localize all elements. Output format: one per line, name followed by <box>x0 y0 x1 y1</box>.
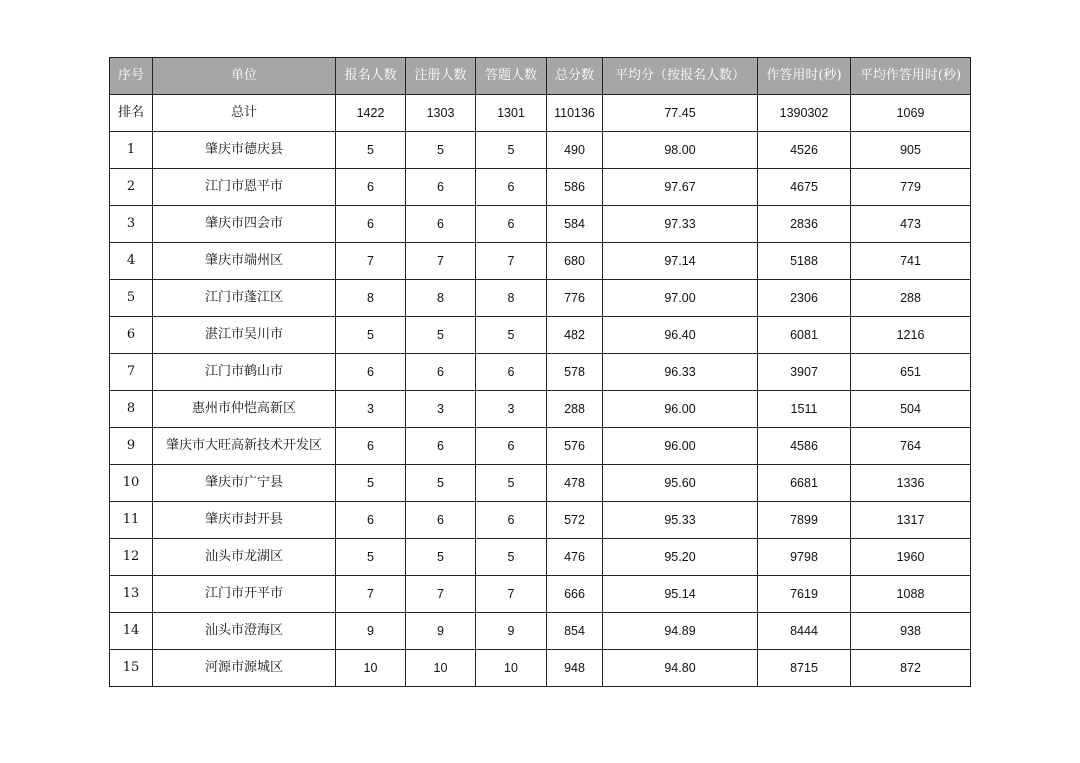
avg-time-cell: 1088 <box>851 576 971 613</box>
signup-count-cell: 6 <box>406 354 476 391</box>
time-cell: 4586 <box>758 428 851 465</box>
rank-cell: 12 <box>110 539 153 576</box>
unit-cell: 肇庆市广宁县 <box>153 465 336 502</box>
avg-time-cell: 288 <box>851 280 971 317</box>
table-row <box>110 428 971 465</box>
total-avg-time: 1069 <box>851 95 971 132</box>
avg-time-cell: 651 <box>851 354 971 391</box>
avg-score-cell: 96.00 <box>603 391 758 428</box>
rank-cell: 7 <box>110 354 153 391</box>
signup-count-cell: 6 <box>406 206 476 243</box>
answered-count-cell: 3 <box>476 391 547 428</box>
reg-count-cell: 3 <box>336 391 406 428</box>
total-score-cell: 854 <box>547 613 603 650</box>
reg-count-cell: 6 <box>336 502 406 539</box>
rank-cell: 6 <box>110 317 153 354</box>
total-score-cell: 490 <box>547 132 603 169</box>
time-cell: 2836 <box>758 206 851 243</box>
answered-count-cell: 6 <box>476 428 547 465</box>
reg-count-cell: 6 <box>336 169 406 206</box>
ranking-table <box>109 57 971 687</box>
total-score-cell: 478 <box>547 465 603 502</box>
avg-time-cell: 1960 <box>851 539 971 576</box>
avg-score-cell: 97.14 <box>603 243 758 280</box>
avg-score-cell: 96.00 <box>603 428 758 465</box>
avg-time-cell: 504 <box>851 391 971 428</box>
rank-cell: 14 <box>110 613 153 650</box>
answered-count-cell: 5 <box>476 132 547 169</box>
answered-count-cell: 8 <box>476 280 547 317</box>
reg-count-cell: 7 <box>336 576 406 613</box>
avg-score-cell: 94.80 <box>603 650 758 687</box>
answered-count-cell: 7 <box>476 576 547 613</box>
answered-count-cell: 10 <box>476 650 547 687</box>
reg-count-cell: 6 <box>336 206 406 243</box>
time-cell: 6081 <box>758 317 851 354</box>
reg-count-cell: 5 <box>336 539 406 576</box>
reg-count-cell: 8 <box>336 280 406 317</box>
table-row <box>110 502 971 539</box>
signup-count-cell: 6 <box>406 428 476 465</box>
table-row <box>110 243 971 280</box>
table-row <box>110 206 971 243</box>
signup-count-cell: 8 <box>406 280 476 317</box>
answered-count-cell: 5 <box>476 465 547 502</box>
signup-count-cell: 6 <box>406 169 476 206</box>
signup-count-cell: 3 <box>406 391 476 428</box>
header-cell: 作答用时(秒) <box>758 58 851 95</box>
signup-count-cell: 5 <box>406 539 476 576</box>
table-row <box>110 539 971 576</box>
total-score-cell: 476 <box>547 539 603 576</box>
unit-cell: 汕头市龙湖区 <box>153 539 336 576</box>
avg-score-cell: 97.67 <box>603 169 758 206</box>
unit-cell: 湛江市吴川市 <box>153 317 336 354</box>
header-cell: 答题人数 <box>476 58 547 95</box>
total-rank-label: 排名 <box>110 95 153 132</box>
reg-count-cell: 10 <box>336 650 406 687</box>
total-score-cell: 776 <box>547 280 603 317</box>
avg-score-cell: 95.60 <box>603 465 758 502</box>
rank-cell: 1 <box>110 132 153 169</box>
table-row <box>110 391 971 428</box>
total-score-cell: 680 <box>547 243 603 280</box>
answered-count-cell: 6 <box>476 206 547 243</box>
header-cell: 序号 <box>110 58 153 95</box>
unit-cell: 肇庆市德庆县 <box>153 132 336 169</box>
table-row <box>110 576 971 613</box>
time-cell: 6681 <box>758 465 851 502</box>
total-score-cell: 578 <box>547 354 603 391</box>
total-answered: 1301 <box>476 95 547 132</box>
answered-count-cell: 7 <box>476 243 547 280</box>
table-row <box>110 280 971 317</box>
signup-count-cell: 6 <box>406 502 476 539</box>
avg-score-cell: 95.14 <box>603 576 758 613</box>
unit-cell: 河源市源城区 <box>153 650 336 687</box>
rank-cell: 9 <box>110 428 153 465</box>
table-row <box>110 317 971 354</box>
avg-score-cell: 98.00 <box>603 132 758 169</box>
table-row <box>110 169 971 206</box>
avg-score-cell: 94.89 <box>603 613 758 650</box>
unit-cell: 惠州市仲恺高新区 <box>153 391 336 428</box>
total-score-cell: 948 <box>547 650 603 687</box>
time-cell: 8444 <box>758 613 851 650</box>
unit-cell: 肇庆市大旺高新技术开发区 <box>153 428 336 465</box>
unit-cell: 江门市鹤山市 <box>153 354 336 391</box>
total-signup: 1303 <box>406 95 476 132</box>
total-score-cell: 584 <box>547 206 603 243</box>
unit-cell: 汕头市澄海区 <box>153 613 336 650</box>
signup-count-cell: 5 <box>406 317 476 354</box>
unit-cell: 江门市蓬江区 <box>153 280 336 317</box>
avg-score-cell: 95.20 <box>603 539 758 576</box>
table-row <box>110 132 971 169</box>
header-cell: 总分数 <box>547 58 603 95</box>
avg-score-cell: 96.33 <box>603 354 758 391</box>
unit-cell: 江门市恩平市 <box>153 169 336 206</box>
total-avg: 77.45 <box>603 95 758 132</box>
total-score-cell: 666 <box>547 576 603 613</box>
avg-time-cell: 1216 <box>851 317 971 354</box>
total-score: 110136 <box>547 95 603 132</box>
signup-count-cell: 7 <box>406 576 476 613</box>
signup-count-cell: 5 <box>406 465 476 502</box>
table-row <box>110 650 971 687</box>
rank-cell: 11 <box>110 502 153 539</box>
reg-count-cell: 6 <box>336 354 406 391</box>
table-row <box>110 613 971 650</box>
answered-count-cell: 6 <box>476 502 547 539</box>
avg-score-cell: 97.00 <box>603 280 758 317</box>
total-score-cell: 572 <box>547 502 603 539</box>
rank-cell: 10 <box>110 465 153 502</box>
rank-cell: 15 <box>110 650 153 687</box>
unit-cell: 肇庆市四会市 <box>153 206 336 243</box>
signup-count-cell: 10 <box>406 650 476 687</box>
reg-count-cell: 5 <box>336 465 406 502</box>
table-row <box>110 465 971 502</box>
avg-time-cell: 779 <box>851 169 971 206</box>
avg-time-cell: 1336 <box>851 465 971 502</box>
time-cell: 5188 <box>758 243 851 280</box>
unit-cell: 江门市开平市 <box>153 576 336 613</box>
answered-count-cell: 6 <box>476 169 547 206</box>
header-cell: 单位 <box>153 58 336 95</box>
total-score-cell: 576 <box>547 428 603 465</box>
signup-count-cell: 9 <box>406 613 476 650</box>
reg-count-cell: 6 <box>336 428 406 465</box>
header-row <box>110 58 971 95</box>
avg-time-cell: 1317 <box>851 502 971 539</box>
header-cell: 平均作答用时(秒) <box>851 58 971 95</box>
signup-count-cell: 7 <box>406 243 476 280</box>
rank-cell: 4 <box>110 243 153 280</box>
time-cell: 7619 <box>758 576 851 613</box>
time-cell: 4675 <box>758 169 851 206</box>
time-cell: 1511 <box>758 391 851 428</box>
signup-count-cell: 5 <box>406 132 476 169</box>
reg-count-cell: 7 <box>336 243 406 280</box>
answered-count-cell: 5 <box>476 539 547 576</box>
answered-count-cell: 6 <box>476 354 547 391</box>
reg-count-cell: 5 <box>336 317 406 354</box>
unit-cell: 肇庆市端州区 <box>153 243 336 280</box>
rank-cell: 5 <box>110 280 153 317</box>
header-cell: 注册人数 <box>406 58 476 95</box>
time-cell: 7899 <box>758 502 851 539</box>
avg-time-cell: 938 <box>851 613 971 650</box>
avg-time-cell: 741 <box>851 243 971 280</box>
total-row <box>110 95 971 132</box>
rank-cell: 3 <box>110 206 153 243</box>
time-cell: 8715 <box>758 650 851 687</box>
header-cell: 平均分（按报名人数） <box>603 58 758 95</box>
time-cell: 3907 <box>758 354 851 391</box>
header-cell: 报名人数 <box>336 58 406 95</box>
rank-cell: 2 <box>110 169 153 206</box>
avg-score-cell: 95.33 <box>603 502 758 539</box>
avg-score-cell: 97.33 <box>603 206 758 243</box>
answered-count-cell: 5 <box>476 317 547 354</box>
total-score-cell: 482 <box>547 317 603 354</box>
time-cell: 2306 <box>758 280 851 317</box>
time-cell: 9798 <box>758 539 851 576</box>
time-cell: 4526 <box>758 132 851 169</box>
avg-time-cell: 872 <box>851 650 971 687</box>
total-time: 1390302 <box>758 95 851 132</box>
avg-score-cell: 96.40 <box>603 317 758 354</box>
total-unit-label: 总计 <box>153 95 336 132</box>
rank-cell: 13 <box>110 576 153 613</box>
avg-time-cell: 905 <box>851 132 971 169</box>
reg-count-cell: 5 <box>336 132 406 169</box>
unit-cell: 肇庆市封开县 <box>153 502 336 539</box>
avg-time-cell: 473 <box>851 206 971 243</box>
total-score-cell: 288 <box>547 391 603 428</box>
answered-count-cell: 9 <box>476 613 547 650</box>
reg-count-cell: 9 <box>336 613 406 650</box>
total-reg: 1422 <box>336 95 406 132</box>
total-score-cell: 586 <box>547 169 603 206</box>
rank-cell: 8 <box>110 391 153 428</box>
avg-time-cell: 764 <box>851 428 971 465</box>
table-row <box>110 354 971 391</box>
